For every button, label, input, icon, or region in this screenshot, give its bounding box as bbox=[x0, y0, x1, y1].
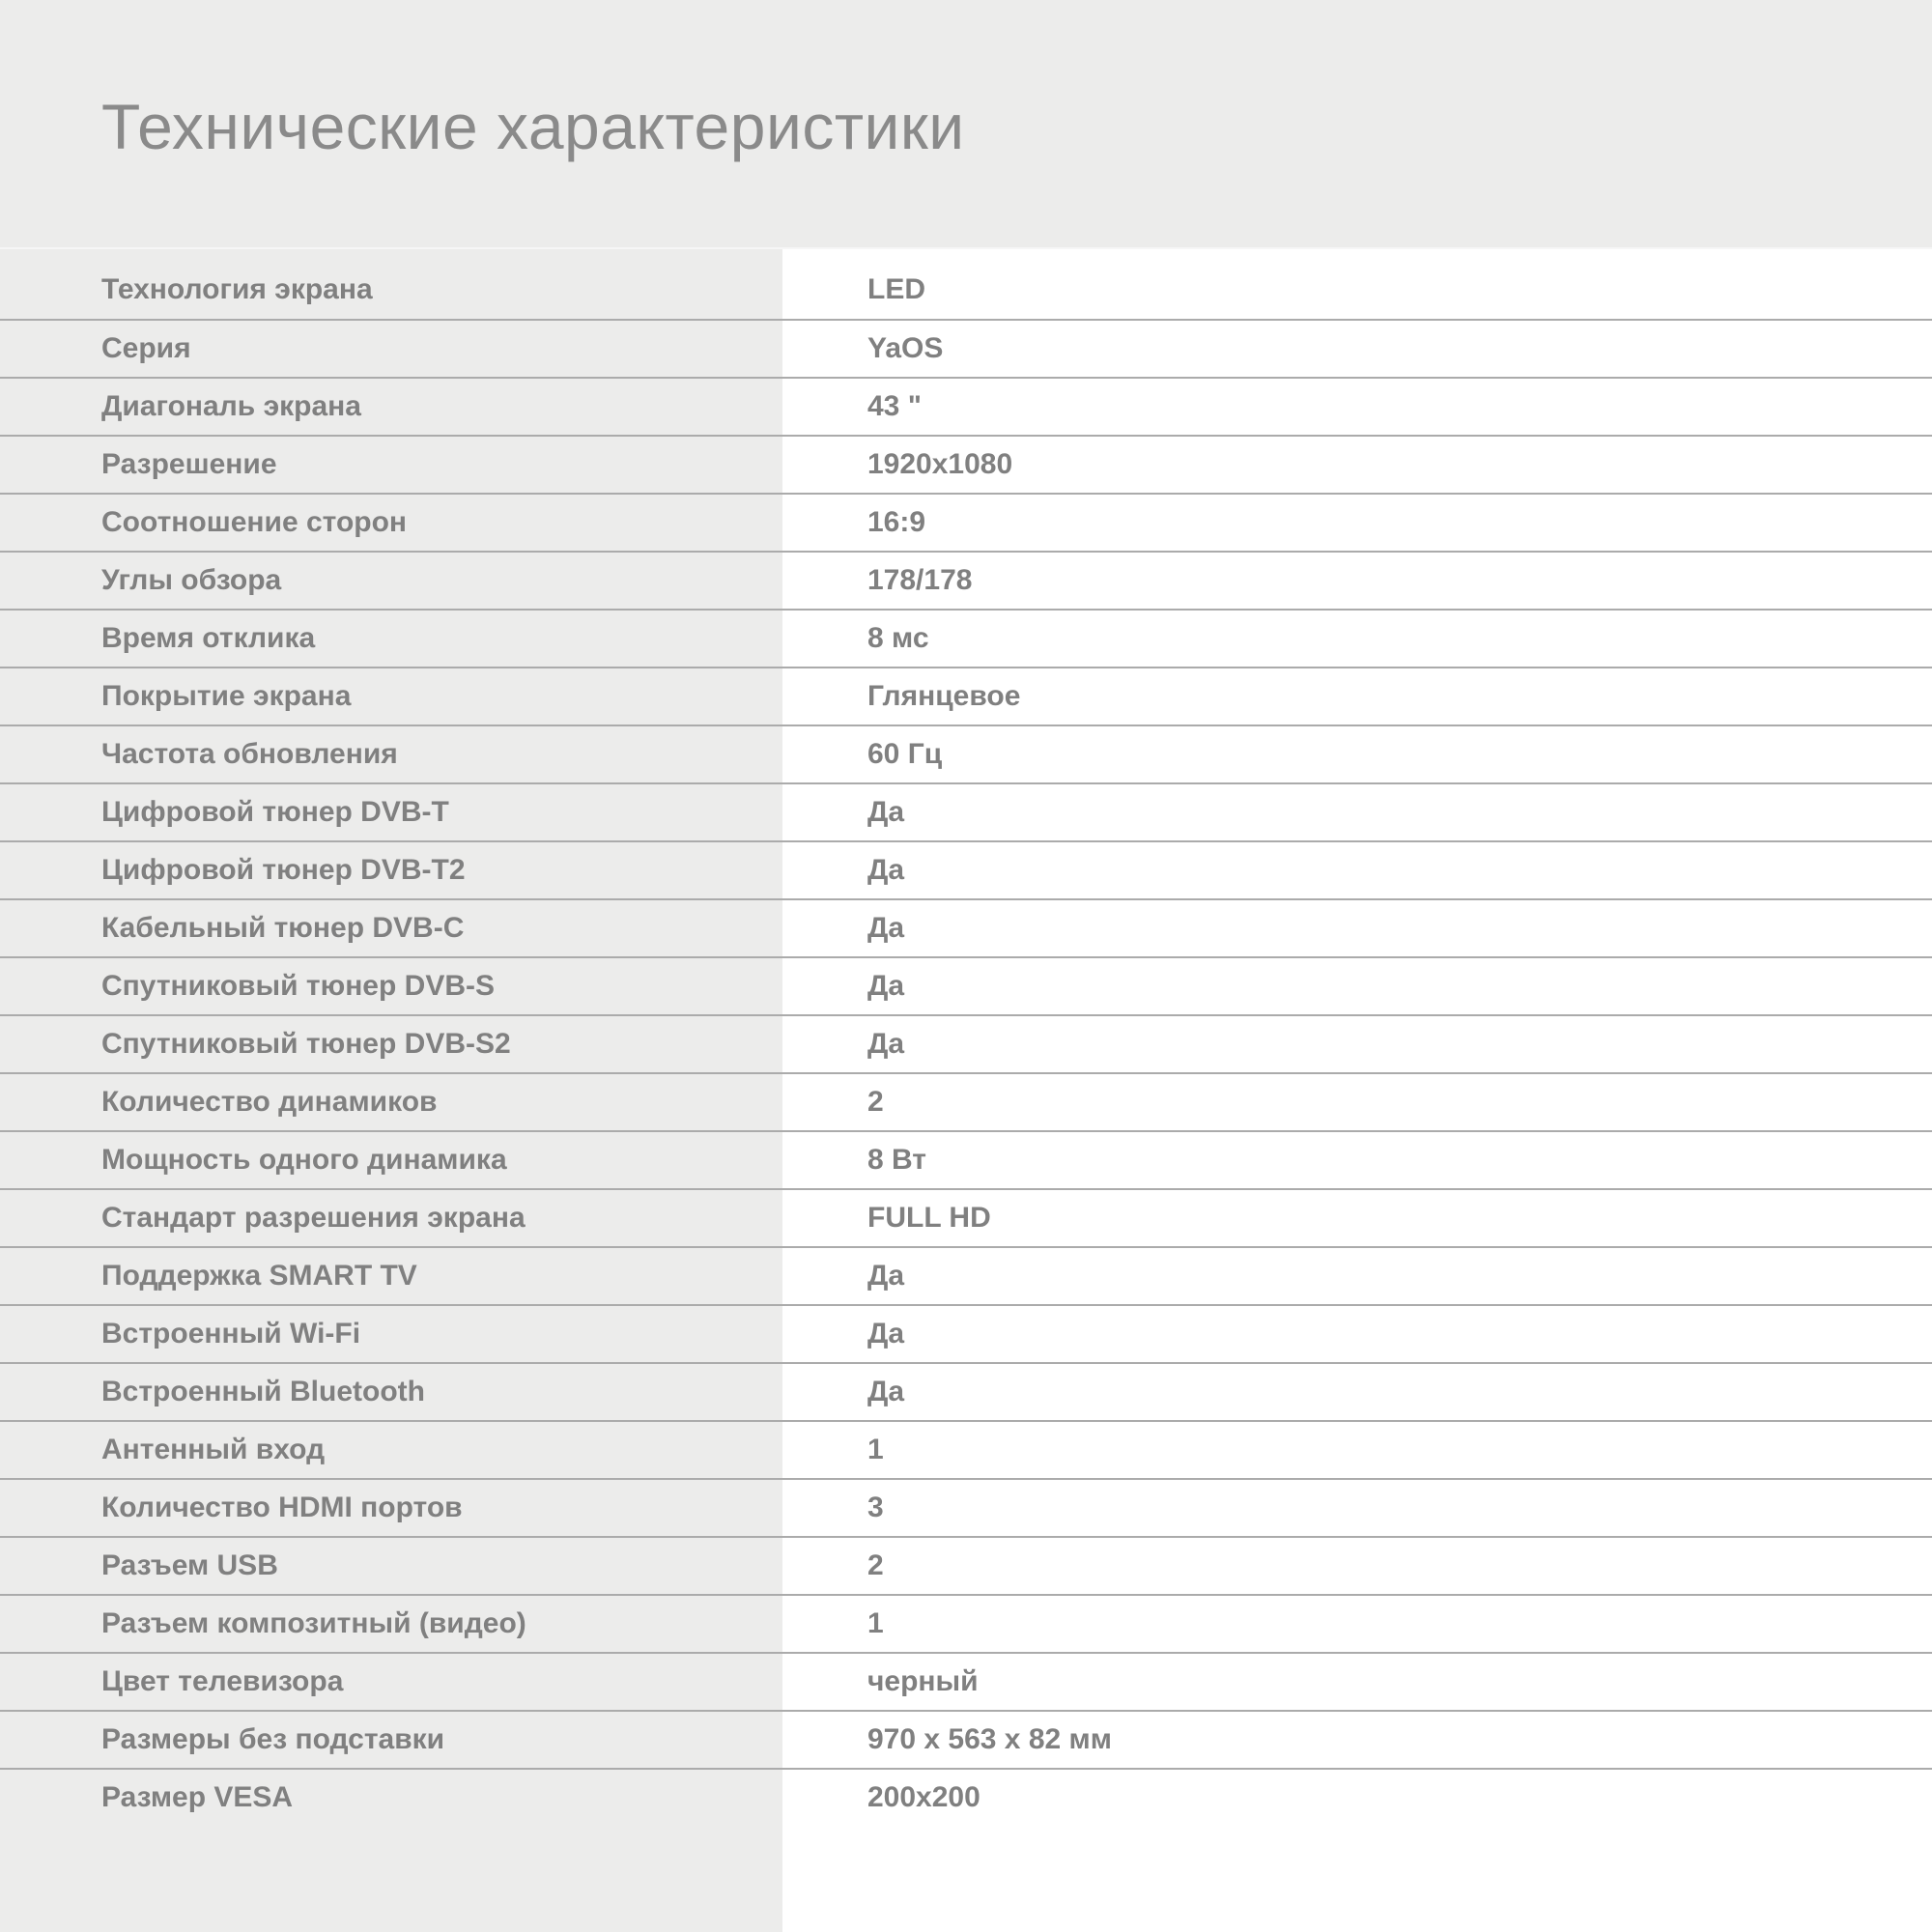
spec-value: Да bbox=[867, 796, 905, 828]
spec-label: Время отклика bbox=[101, 622, 316, 654]
spec-label: Встроенный Bluetooth bbox=[101, 1376, 425, 1407]
table-row bbox=[0, 898, 1932, 956]
spec-value: 1920x1080 bbox=[867, 448, 1013, 480]
spec-label: Кабельный тюнер DVB-C bbox=[101, 912, 465, 944]
table-row bbox=[0, 261, 1932, 319]
spec-value: 178/178 bbox=[867, 564, 973, 596]
spec-label: Частота обновления bbox=[101, 738, 398, 770]
table-row bbox=[0, 435, 1932, 493]
spec-label: Стандарт разрешения экрана bbox=[101, 1202, 526, 1234]
spec-value: 200x200 bbox=[867, 1781, 980, 1813]
spec-label: Количество HDMI портов bbox=[101, 1492, 463, 1523]
spec-label: Разрешение bbox=[101, 448, 277, 480]
spec-label: Серия bbox=[101, 332, 191, 364]
table-row bbox=[0, 319, 1932, 377]
table-row bbox=[0, 1362, 1932, 1420]
spec-value: 60 Гц bbox=[867, 738, 943, 770]
spec-value: черный bbox=[867, 1665, 979, 1697]
table-row bbox=[0, 1304, 1932, 1362]
spec-label: Разъем композитный (видео) bbox=[101, 1607, 526, 1639]
table-row bbox=[0, 724, 1932, 782]
table-row bbox=[0, 840, 1932, 898]
spec-value: 8 мс bbox=[867, 622, 929, 654]
table-row bbox=[0, 1130, 1932, 1188]
spec-label: Диагональ экрана bbox=[101, 390, 361, 422]
table-row bbox=[0, 377, 1932, 435]
spec-label: Мощность одного динамика bbox=[101, 1144, 507, 1176]
spec-label: Технология экрана bbox=[101, 273, 373, 305]
table-row bbox=[0, 1478, 1932, 1536]
spec-label: Размеры без подставки bbox=[101, 1723, 445, 1755]
table-row bbox=[0, 1420, 1932, 1478]
table-row bbox=[0, 1710, 1932, 1768]
spec-value: Да bbox=[867, 1376, 905, 1407]
table-row bbox=[0, 782, 1932, 840]
spec-value: Да bbox=[867, 1318, 905, 1350]
spec-value: 1 bbox=[867, 1607, 884, 1639]
spec-value: Да bbox=[867, 1260, 905, 1292]
table-row bbox=[0, 956, 1932, 1014]
spec-label: Углы обзора bbox=[101, 564, 282, 596]
spec-label: Спутниковый тюнер DVB-S2 bbox=[101, 1028, 511, 1060]
spec-value: Да bbox=[867, 970, 905, 1002]
spec-label: Встроенный Wi-Fi bbox=[101, 1318, 361, 1350]
table-row bbox=[0, 1246, 1932, 1304]
spec-label: Цифровой тюнер DVB-T2 bbox=[101, 854, 466, 886]
spec-label: Количество динамиков bbox=[101, 1086, 438, 1118]
spec-value: 43 " bbox=[867, 390, 922, 422]
spec-value: Да bbox=[867, 854, 905, 886]
spec-table bbox=[0, 247, 1932, 1826]
spec-value: 8 Вт bbox=[867, 1144, 926, 1176]
header-section bbox=[0, 0, 1932, 247]
table-row bbox=[0, 1072, 1932, 1130]
spec-value: LED bbox=[867, 273, 925, 305]
spec-label: Цифровой тюнер DVB-T bbox=[101, 796, 449, 828]
spec-label: Разъем USB bbox=[101, 1549, 278, 1581]
spec-label: Соотношение сторон bbox=[101, 506, 408, 538]
table-row bbox=[0, 1188, 1932, 1246]
spec-value: FULL HD bbox=[867, 1202, 991, 1234]
spec-value: 2 bbox=[867, 1549, 884, 1581]
table-row bbox=[0, 551, 1932, 609]
spec-value: Да bbox=[867, 1028, 905, 1060]
spec-value: Да bbox=[867, 912, 905, 944]
spec-value: Глянцевое bbox=[867, 680, 1021, 712]
table-row bbox=[0, 667, 1932, 724]
spec-value: 1 bbox=[867, 1434, 884, 1465]
table-row bbox=[0, 1594, 1932, 1652]
table-row bbox=[0, 609, 1932, 667]
spec-value: 3 bbox=[867, 1492, 884, 1523]
table-row bbox=[0, 493, 1932, 551]
spec-value: 2 bbox=[867, 1086, 884, 1118]
spec-label: Покрытие экрана bbox=[101, 680, 352, 712]
table-row bbox=[0, 1014, 1932, 1072]
spec-label: Антенный вход bbox=[101, 1434, 326, 1465]
table-row bbox=[0, 1768, 1932, 1826]
spec-value: YaOS bbox=[867, 332, 944, 364]
spec-label: Поддержка SMART TV bbox=[101, 1260, 417, 1292]
spec-label: Цвет телевизора bbox=[101, 1665, 344, 1697]
page-title: Технические характеристики bbox=[101, 91, 965, 162]
spec-label: Спутниковый тюнер DVB-S bbox=[101, 970, 495, 1002]
spec-label: Размер VESA bbox=[101, 1781, 294, 1813]
table-row bbox=[0, 1652, 1932, 1710]
spec-value: 970 x 563 x 82 мм bbox=[867, 1723, 1112, 1755]
spec-value: 16:9 bbox=[867, 506, 926, 538]
table-row bbox=[0, 1536, 1932, 1594]
